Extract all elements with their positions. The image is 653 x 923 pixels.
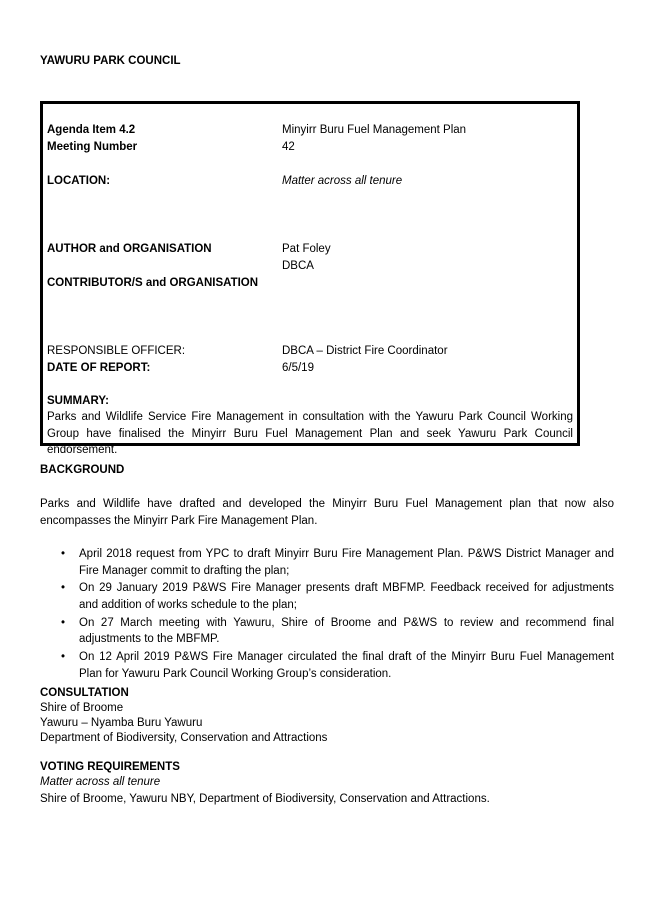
voting-italic-line: Matter across all tenure — [40, 776, 161, 788]
responsible-officer-label: RESPONSIBLE OFFICER: — [47, 345, 186, 357]
background-heading: BACKGROUND — [40, 464, 125, 476]
bullet-text: On 29 January 2019 P&WS Fire Manager presents draft MBFMP. Feedback received for adjustments and addition of works schedule to the plan; — [79, 582, 614, 612]
agenda-item-label: Agenda Item 4.2 — [47, 124, 136, 136]
contributor-label: CONTRIBUTOR/S and ORGANISATION — [47, 277, 259, 289]
meeting-number-value: 42 — [282, 141, 295, 153]
consultation-line: Department of Biodiversity, Conservation and Attractions — [40, 732, 328, 744]
location-value: Matter across all tenure — [282, 175, 403, 187]
voting-line: Shire of Broome, Yawuru NBY, Department of Biodiversity, Conservation and Attractions. — [40, 793, 490, 805]
bullet-text: April 2018 request from YPC to draft Minyirr Buru Fire Management Plan. P&WS District Manager and Fire Manager commit to drafting the plan; — [79, 548, 614, 577]
bullet-icon: • — [61, 651, 66, 664]
summary-text: Parks and Wildlife Service Fire Management in consultation with the Yawuru Park Council Working Group have finalised the Minyirr Buru Fuel Management Plan and seek Yawuru Park Council endorsement. — [47, 411, 573, 457]
consultation-heading: CONSULTATION — [40, 687, 129, 699]
date-value: 6/5/19 — [282, 362, 314, 374]
bullet-icon: • — [61, 616, 66, 629]
bullet-icon: • — [61, 548, 66, 560]
voting-heading: VOTING REQUIREMENTS — [40, 761, 180, 773]
background-paragraph: Parks and Wildlife have drafted and developed the Minyirr Buru Fuel Management plan that now also encompasses the Minyirr Park Fire Management Plan. — [40, 498, 614, 527]
list-item — [40, 615, 614, 648]
bullet-text: On 27 March meeting with Yawuru, Shire of Broome and P&WS to review and recommend final adjustments to the MBFMP. — [79, 616, 614, 646]
background-bullet-list — [40, 546, 614, 683]
list-item — [40, 649, 614, 682]
author-name: Pat Foley — [282, 243, 331, 255]
agenda-box — [40, 101, 580, 457]
location-label: LOCATION: — [47, 175, 111, 187]
list-item — [40, 580, 614, 613]
consultation-line: Yawuru – Nyamba Buru Yawuru — [40, 717, 203, 729]
bullet-icon: • — [61, 582, 66, 595]
responsible-officer-value: DBCA – District Fire Coordinator — [282, 345, 448, 357]
author-label: AUTHOR and ORGANISATION — [47, 243, 212, 255]
meeting-number-label: Meeting Number — [47, 141, 138, 153]
council-name: YAWURU PARK COUNCIL — [40, 55, 181, 67]
author-org: DBCA — [282, 260, 314, 272]
consultation-line: Shire of Broome — [40, 702, 124, 714]
bullet-text: On 12 April 2019 P&WS Fire Manager circulated the final draft of the Minyirr Buru Fuel Management Plan for Yawuru Park Council Working Group’s consideration. — [79, 651, 614, 680]
summary-label: SUMMARY: — [47, 395, 109, 407]
list-item — [40, 546, 614, 579]
agenda-item-value: Minyirr Buru Fuel Management Plan — [282, 124, 467, 136]
date-label: DATE OF REPORT: — [47, 362, 151, 374]
